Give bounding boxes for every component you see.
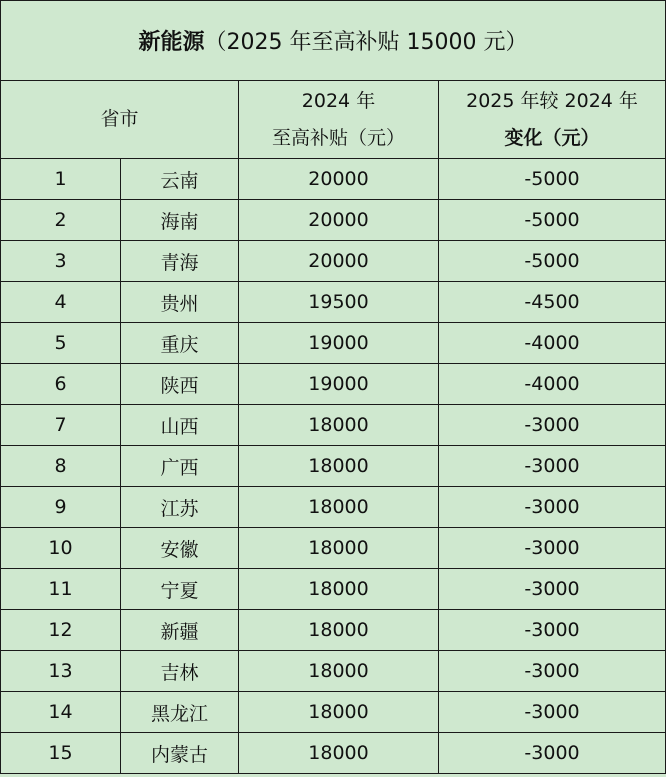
rank-cell: 6 [1,364,121,405]
table-body [1,1,666,774]
subsidy-cell: 19500 [239,282,439,323]
subsidy-cell: 18000 [239,651,439,692]
header-province: 省市 [1,81,239,159]
subsidy-cell: 20000 [239,159,439,200]
province-cell: 云南 [121,159,239,200]
change-cell: -3000 [439,569,666,610]
subsidy-cell: 20000 [239,241,439,282]
header-subsidy-2024 [239,81,439,159]
table-row [1,692,666,733]
subsidy-cell: 18000 [239,446,439,487]
subsidy-cell: 18000 [239,733,439,774]
rank-cell: 1 [1,159,121,200]
subsidy-cell: 19000 [239,364,439,405]
province-cell: 青海 [121,241,239,282]
table-row [1,282,666,323]
rank-cell: 7 [1,405,121,446]
change-cell: -3000 [439,405,666,446]
table-row [1,241,666,282]
province-cell: 海南 [121,200,239,241]
header-subsidy-2024-line2: 至高补贴（元） [271,126,405,149]
table-row [1,610,666,651]
change-cell: -3000 [439,733,666,774]
header-subsidy-2024-line1: 2024 年 [301,89,376,112]
header-change-line2: 变化（元） [504,126,600,149]
subsidy-cell: 18000 [239,610,439,651]
change-cell: -3000 [439,446,666,487]
province-cell: 内蒙古 [121,733,239,774]
subsidy-cell: 18000 [239,528,439,569]
change-cell: -5000 [439,159,666,200]
subsidy-cell: 19000 [239,323,439,364]
table-row [1,446,666,487]
rank-cell: 2 [1,200,121,241]
change-cell: -3000 [439,610,666,651]
change-cell: -5000 [439,200,666,241]
header-row [1,81,666,159]
title-bold-text: 新能源 [138,30,205,55]
rank-cell: 11 [1,569,121,610]
rank-cell: 10 [1,528,121,569]
rank-cell: 4 [1,282,121,323]
table-row [1,733,666,774]
change-cell: -4000 [439,323,666,364]
province-cell: 陕西 [121,364,239,405]
change-cell: -5000 [439,241,666,282]
province-cell: 广西 [121,446,239,487]
province-cell: 吉林 [121,651,239,692]
subsidy-cell: 18000 [239,405,439,446]
province-cell: 黑龙江 [121,692,239,733]
change-cell: -3000 [439,528,666,569]
title-row [1,1,666,81]
table-row [1,528,666,569]
header-change [439,81,666,159]
table-row [1,405,666,446]
change-cell: -3000 [439,651,666,692]
table-row [1,200,666,241]
title-rest-text: （2025 年至高补贴 15000 元） [204,30,528,55]
header-change-line1: 2025 年较 2024 年 [466,89,638,112]
rank-cell: 13 [1,651,121,692]
rank-cell: 15 [1,733,121,774]
rank-cell: 3 [1,241,121,282]
province-cell: 新疆 [121,610,239,651]
subsidy-cell: 18000 [239,692,439,733]
change-cell: -4000 [439,364,666,405]
table-row [1,159,666,200]
subsidy-cell: 18000 [239,487,439,528]
province-cell: 山西 [121,405,239,446]
rank-cell: 8 [1,446,121,487]
table-row [1,651,666,692]
province-cell: 重庆 [121,323,239,364]
province-cell: 安徽 [121,528,239,569]
change-cell: -4500 [439,282,666,323]
rank-cell: 14 [1,692,121,733]
rank-cell: 5 [1,323,121,364]
rank-cell: 12 [1,610,121,651]
rank-cell: 9 [1,487,121,528]
table-row [1,569,666,610]
table-row [1,364,666,405]
change-cell: -3000 [439,487,666,528]
table-title [1,1,666,81]
province-cell: 江苏 [121,487,239,528]
change-cell: -3000 [439,692,666,733]
table-row [1,323,666,364]
province-cell: 宁夏 [121,569,239,610]
table-row [1,487,666,528]
subsidy-cell: 20000 [239,200,439,241]
province-cell: 贵州 [121,282,239,323]
subsidy-cell: 18000 [239,569,439,610]
